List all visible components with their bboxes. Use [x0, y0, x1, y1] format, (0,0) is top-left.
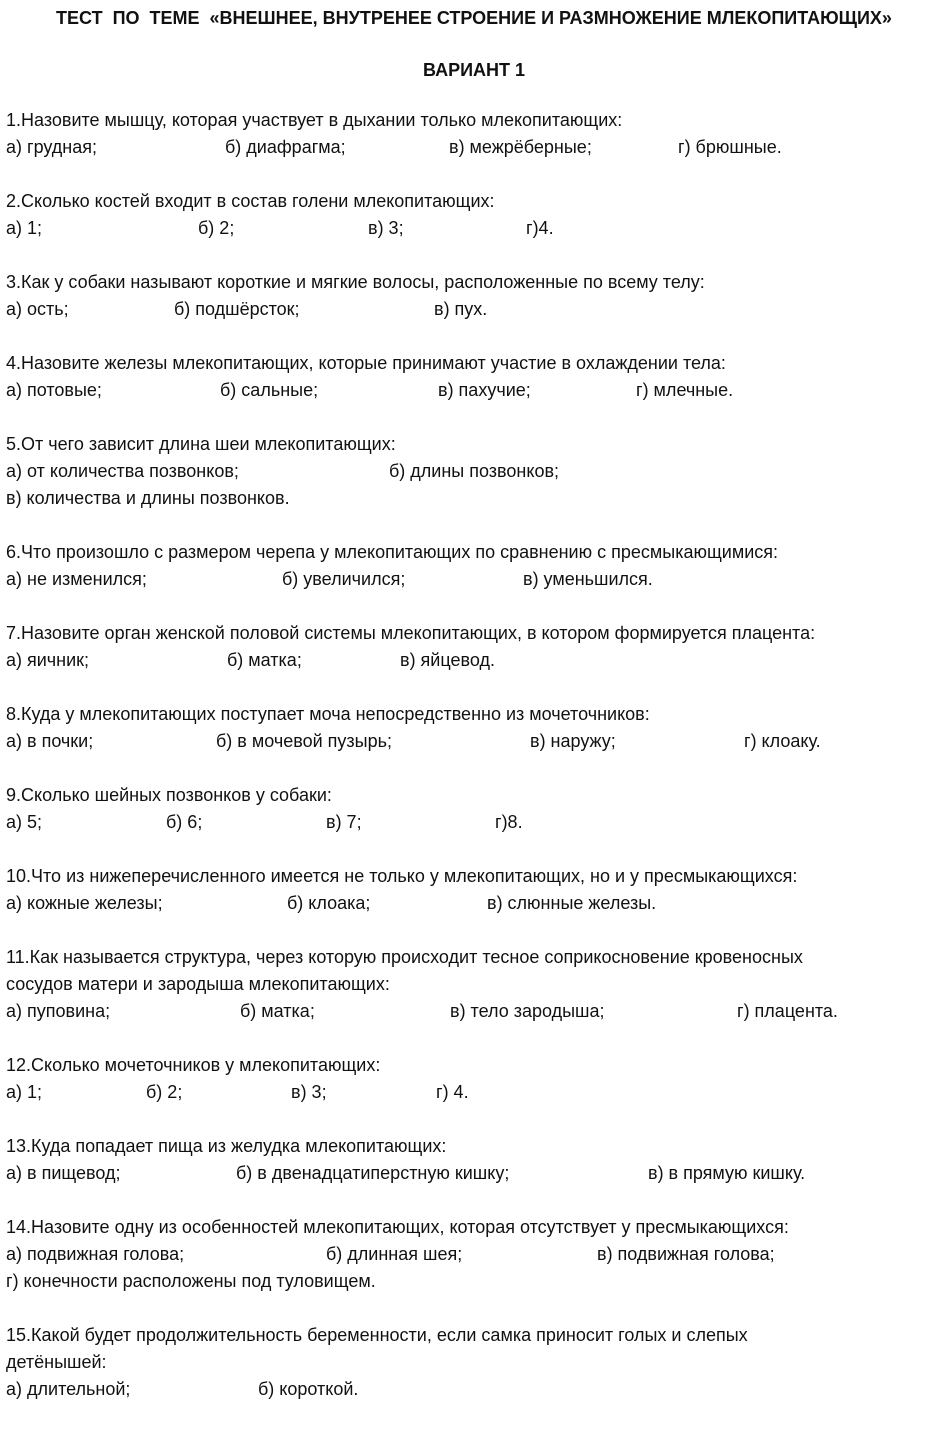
options-row	[6, 1268, 942, 1295]
answer-option: а) 1;	[6, 218, 43, 238]
answer-option: а) 1;	[6, 1082, 43, 1102]
answer-option: в) тело зародыша;	[450, 1001, 605, 1021]
options-row	[6, 566, 942, 593]
answer-option: б) сальные;	[220, 380, 319, 400]
answer-option: б) длинная шея;	[326, 1244, 463, 1264]
answer-option: в) в прямую кишку.	[648, 1163, 806, 1183]
answer-option: в) уменьшился.	[523, 569, 653, 589]
question-text: 2.Сколько костей входит в состав голени млекопитающих:	[6, 191, 495, 211]
options-row	[6, 647, 942, 674]
question-text: 13.Куда попадает пища из желудка млекопитающих:	[6, 1136, 447, 1156]
options-row	[6, 215, 942, 242]
answer-option: г) брюшные.	[678, 137, 782, 157]
question-text: 4.Назовите железы млекопитающих, которые принимают участие в охлаждении тела:	[6, 353, 726, 373]
question-text: 1.Назовите мышцу, которая участвует в дыхании только млекопитающих:	[6, 110, 623, 130]
answer-option: а) не изменился;	[6, 569, 147, 589]
options-row	[6, 134, 942, 161]
answer-option: б) в двенадцатиперстную кишку;	[236, 1163, 510, 1183]
answer-option: а) пуповина;	[6, 1001, 111, 1021]
answer-option: г) плацента.	[737, 1001, 838, 1021]
question-11	[6, 944, 942, 1025]
answer-option: б) 6;	[166, 812, 203, 832]
options-row	[6, 296, 942, 323]
answer-option: в) яйцевод.	[400, 650, 495, 670]
question-5	[6, 431, 942, 512]
answer-option: б) клоака;	[287, 893, 371, 913]
question-9	[6, 782, 942, 836]
answer-option: а) от количества позвонков;	[6, 461, 239, 481]
answer-option: а) потовые;	[6, 380, 102, 400]
question-text: 7.Назовите орган женской половой системы млекопитающих, в котором формируется плацента:	[6, 623, 816, 643]
answer-option: б) длины позвонков;	[389, 461, 560, 481]
answer-option: в) межрёберные;	[449, 137, 592, 157]
answer-option: г) конечности расположены под туловищем.	[6, 1271, 376, 1291]
answer-option: а) ость;	[6, 299, 69, 319]
question-text: детёнышей:	[6, 1352, 107, 1372]
answer-option: а) длительной;	[6, 1379, 131, 1399]
options-row	[6, 890, 942, 917]
question-6	[6, 539, 942, 593]
options-row	[6, 458, 942, 485]
answer-option: в) пух.	[434, 299, 488, 319]
options-row	[6, 1160, 942, 1187]
options-row	[6, 998, 942, 1025]
question-text: 15.Какой будет продолжительность беременности, если самка приносит голых и слепых	[6, 1325, 748, 1345]
test-title: ТЕСТ ПО ТЕМЕ «ВНЕШНЕЕ, ВНУТРЕНЕЕ СТРОЕНИЕ И РАЗМНОЖЕНИЕ МЛЕКОПИТАЮЩИХ»	[56, 8, 892, 28]
question-12	[6, 1052, 942, 1106]
answer-option: г) 4.	[436, 1082, 469, 1102]
question-text: 11.Как называется структура, через которую происходит тесное соприкосновение кровеносных	[6, 947, 803, 967]
question-13	[6, 1133, 942, 1187]
question-text: 5.От чего зависит длина шеи млекопитающих:	[6, 434, 396, 454]
answer-option: а) яичник;	[6, 650, 90, 670]
answer-option: в) 7;	[326, 812, 362, 832]
answer-option: б) 2;	[146, 1082, 183, 1102]
question-1	[6, 107, 942, 161]
answer-option: б) матка;	[240, 1001, 315, 1021]
answer-option: в) количества и длины позвонков.	[6, 488, 290, 508]
answer-option: в) пахучие;	[438, 380, 531, 400]
question-text: сосудов матери и зародыша млекопитающих:	[6, 974, 390, 994]
answer-option: в) 3;	[368, 218, 404, 238]
answer-option: б) в мочевой пузырь;	[216, 731, 393, 751]
answer-option: а) грудная;	[6, 137, 97, 157]
answer-option: а) 5;	[6, 812, 43, 832]
answer-option: г) клоаку.	[744, 731, 821, 751]
answer-option: б) диафрагма;	[225, 137, 346, 157]
question-10	[6, 863, 942, 917]
answer-option: г) млечные.	[636, 380, 734, 400]
answer-option: в) подвижная голова;	[597, 1244, 775, 1264]
question-14	[6, 1214, 942, 1295]
answer-option: б) подшёрсток;	[174, 299, 300, 319]
answer-option: а) в почки;	[6, 731, 94, 751]
question-15	[6, 1322, 942, 1403]
answer-option: б) увеличился;	[282, 569, 406, 589]
question-text: 12.Сколько мочеточников у млекопитающих:	[6, 1055, 381, 1075]
answer-option: г)8.	[495, 812, 523, 832]
variant-label: ВАРИАНТ 1	[422, 60, 526, 80]
options-row	[6, 809, 942, 836]
answer-option: а) кожные железы;	[6, 893, 163, 913]
question-text: 14.Назовите одну из особенностей млекопитающих, которая отсутствует у пресмыкающихся:	[6, 1217, 789, 1237]
answer-option: а) в пищевод;	[6, 1163, 121, 1183]
answer-option: а) подвижная голова;	[6, 1244, 185, 1264]
answer-option: в) слюнные железы.	[487, 893, 657, 913]
answer-option: б) 2;	[198, 218, 235, 238]
answer-option: в) 3;	[291, 1082, 327, 1102]
answer-option: б) короткой.	[258, 1379, 359, 1399]
question-text: 8.Куда у млекопитающих поступает моча непосредственно из мочеточников:	[6, 704, 650, 724]
question-8	[6, 701, 942, 755]
options-row	[6, 728, 942, 755]
options-row	[6, 1376, 942, 1403]
options-row	[6, 1079, 942, 1106]
answer-option: г)4.	[526, 218, 554, 238]
answer-option: в) наружу;	[530, 731, 616, 751]
question-7	[6, 620, 942, 674]
options-row	[6, 1241, 942, 1268]
answer-option: б) матка;	[227, 650, 302, 670]
options-row	[6, 377, 942, 404]
options-row	[6, 485, 942, 512]
question-3	[6, 269, 942, 323]
question-2	[6, 188, 942, 242]
question-text: 6.Что произошло с размером черепа у млекопитающих по сравнению с пресмыкающимися:	[6, 542, 779, 562]
question-text: 3.Как у собаки называют короткие и мягкие волосы, расположенные по всему телу:	[6, 272, 705, 292]
question-text: 9.Сколько шейных позвонков у собаки:	[6, 785, 332, 805]
question-text: 10.Что из нижеперечисленного имеется не только у млекопитающих, но и у пресмыкающихся:	[6, 866, 798, 886]
question-4	[6, 350, 942, 404]
